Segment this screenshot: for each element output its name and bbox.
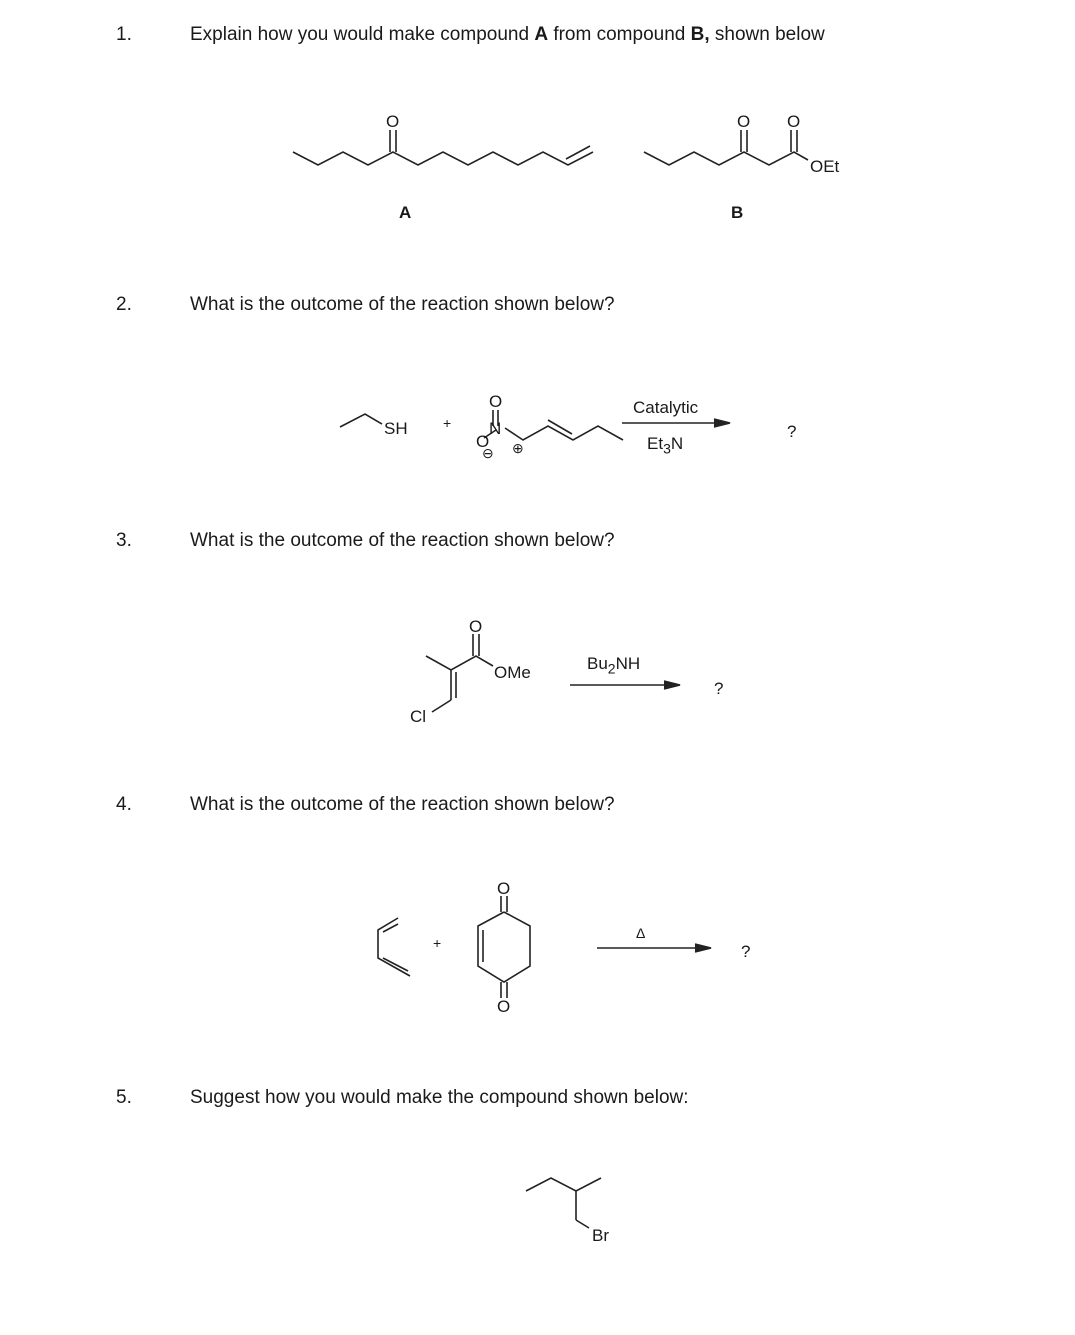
q4-quinone-oxygen-top: O <box>497 879 511 898</box>
compound-b-oxygen-1: O <box>737 112 751 131</box>
q3-reagent-nh: NH <box>615 654 641 673</box>
q3-reagent-bu: Bu <box>587 654 608 673</box>
compound-a-oxygen: O <box>386 112 400 131</box>
compound-b-skeleton <box>644 130 808 165</box>
q5-bromide-skeleton <box>526 1178 601 1228</box>
question-1-number: 1. <box>116 24 132 45</box>
compound-a-label: A <box>399 203 412 222</box>
q1-text-mid: from compound <box>548 24 691 45</box>
q4-quinone-skeleton <box>478 896 530 998</box>
q2-reagent-n: N <box>670 434 684 453</box>
q1-bold-b: B, <box>690 24 710 45</box>
q3-reaction-arrow <box>570 681 680 689</box>
q2-plus-sign: + <box>443 415 452 431</box>
q4-quinone-oxygen-bottom: O <box>497 997 511 1016</box>
q4-reaction-arrow <box>597 944 711 952</box>
q2-sh-label: SH <box>384 419 408 438</box>
q2-positive-charge: ⊕ <box>512 440 524 456</box>
compound-b-label: B <box>731 203 744 222</box>
q4-plus-sign: + <box>433 935 442 951</box>
q1-bold-a: A <box>534 24 549 45</box>
question-2-text: What is the outcome of the reaction shown below? <box>190 294 615 315</box>
q4-product-question: ? <box>741 942 751 961</box>
q4-diene-skeleton <box>378 918 410 976</box>
q3-ome-label: OMe <box>494 663 531 682</box>
q2-nitro-oxygen-top: O <box>489 392 503 411</box>
q1-text-pre: Explain how you would make compound <box>190 24 535 45</box>
q2-nitro-nitrogen: N <box>489 419 502 438</box>
q2-negative-charge: ⊖ <box>482 445 494 461</box>
q1-text-post: shown below <box>709 24 825 45</box>
q2-reagent-et: Et <box>647 434 664 453</box>
compound-b-oet: OEt <box>810 157 840 176</box>
question-5-text: Suggest how you would make the compound shown below: <box>190 1087 689 1108</box>
question-3-number: 3. <box>116 530 132 551</box>
question-4-number: 4. <box>116 794 132 815</box>
question-5-number: 5. <box>116 1087 132 1108</box>
q2-nitro-oxygen-left: O <box>476 432 490 451</box>
q2-product-question: ? <box>787 422 797 441</box>
compound-a-skeleton <box>293 130 593 165</box>
q2-reagent-et3n <box>647 435 683 455</box>
compound-b-oxygen-2: O <box>787 112 801 131</box>
q3-reagent-sub: 2 <box>607 660 616 677</box>
q2-thiol-skeleton <box>340 414 382 427</box>
question-2-number: 2. <box>116 294 132 315</box>
question-4-text: What is the outcome of the reaction shown below? <box>190 794 615 815</box>
q3-ester-skeleton <box>426 634 493 712</box>
q3-reagent-bu2nh <box>587 655 640 675</box>
q2-nitroalkene-skeleton <box>484 410 623 440</box>
q5-br-label: Br <box>592 1226 609 1245</box>
q4-heat-symbol: Δ <box>636 925 646 941</box>
q2-reagent-sub: 3 <box>663 440 671 457</box>
q3-carbonyl-oxygen: O <box>469 617 483 636</box>
question-3-text: What is the outcome of the reaction shown below? <box>190 530 615 551</box>
q3-product-question: ? <box>714 679 724 698</box>
q2-reagent-catalytic: Catalytic <box>633 398 699 417</box>
q2-reaction-arrow <box>622 419 730 427</box>
q3-cl-label: Cl <box>410 707 427 726</box>
